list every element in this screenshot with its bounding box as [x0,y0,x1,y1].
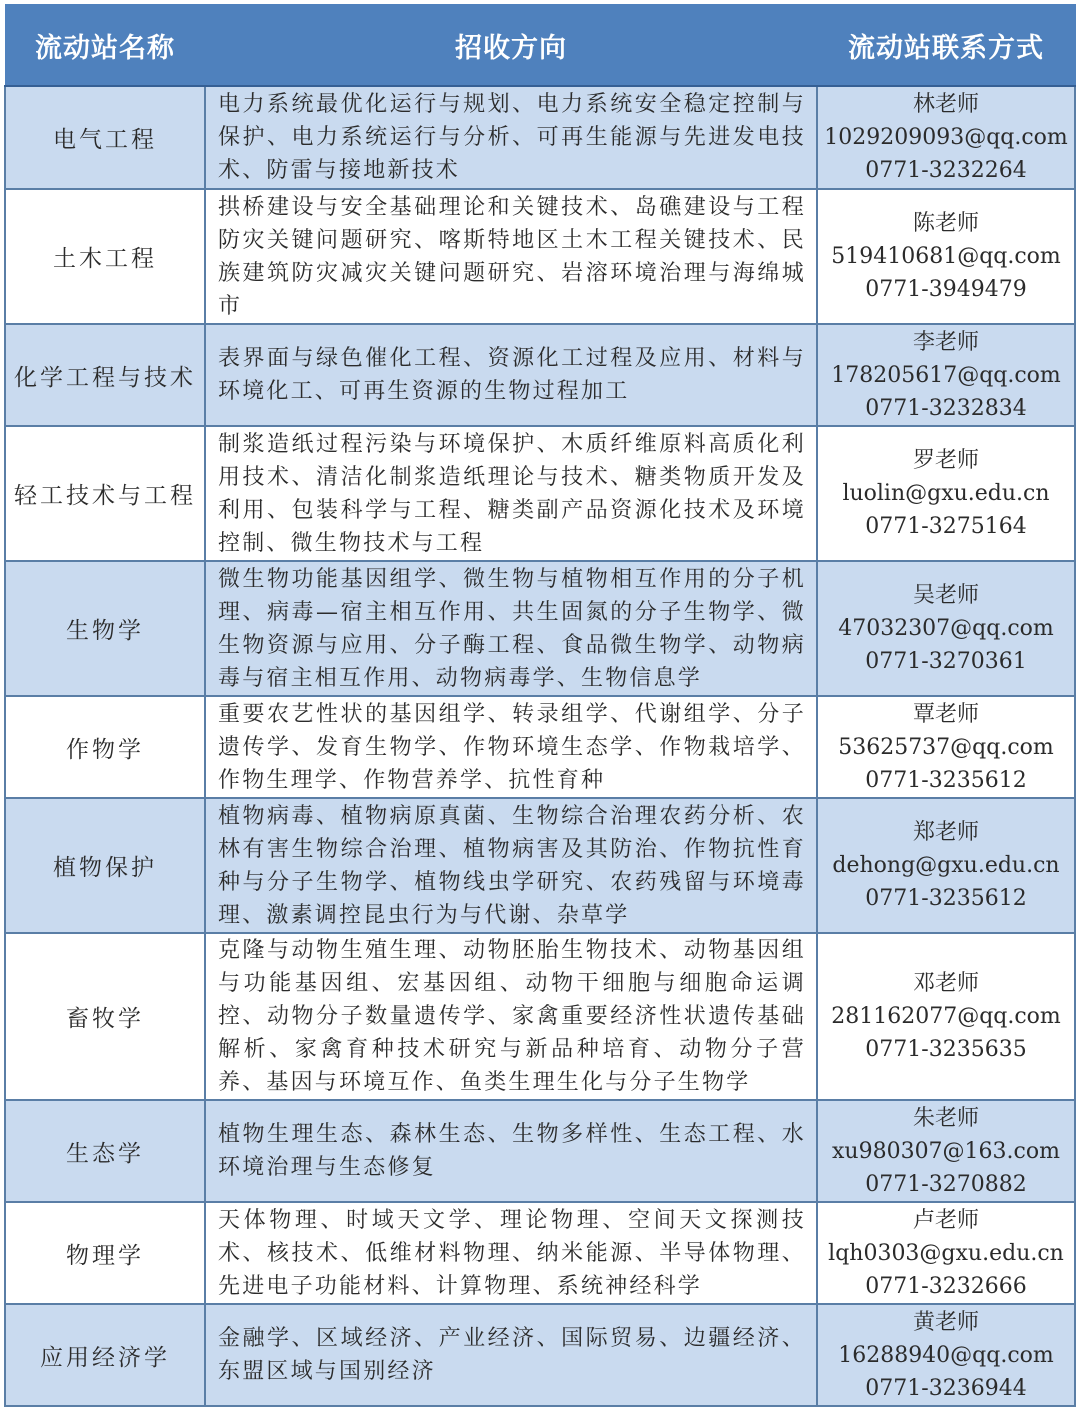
station-name: 物理学 [5,1202,205,1304]
header-station-name: 流动站名称 [5,5,205,87]
contact-phone: 0771-3232666 [865,1273,1027,1299]
table-row [5,933,1075,1100]
contact-cell [817,426,1075,561]
contact-cell [817,1202,1075,1304]
table-row [5,86,1075,189]
contact-email[interactable]: 1029209093@qq.com [824,125,1068,150]
contact-teacher: 邓老师 [912,971,979,996]
contact-teacher: 林老师 [912,92,979,117]
recruit-direction: 微生物功能基因组学、微生物与植物相互作用的分子机理、病毒—宿主相互作用、共生固氮的分子生物学、微生物资源与应用、分子酶工程、食品微生物学、动物病毒与宿主相互作用、动物病毒学、生物信息学 [205,561,817,696]
recruit-direction: 电力系统最优化运行与规划、电力系统安全稳定控制与保护、电力系统运行与分析、可再生能源与先进发电技术、防雷与接地新技术 [205,86,817,189]
contact-cell [817,1100,1075,1202]
contact-phone: 0771-3235612 [865,767,1027,793]
contact-phone: 0771-3236944 [865,1375,1027,1401]
station-name: 生态学 [5,1100,205,1202]
recruit-direction: 植物病毒、植物病原真菌、生物综合治理农药分析、农林有害生物综合治理、植物病害及其防治、作物抗性育种与分子生物学、植物线虫学研究、农药残留与环境毒理、激素调控昆虫行为与代谢、杂草学 [205,798,817,933]
contact-phone: 0771-3949479 [865,277,1027,302]
contact-cell [817,324,1075,426]
contact-cell [817,696,1075,798]
contact-phone: 0771-3275164 [865,514,1027,539]
contact-teacher: 李老师 [912,329,979,355]
station-name: 土木工程 [5,189,205,324]
station-table-container [4,4,1076,1407]
station-name: 畜牧学 [5,933,205,1100]
contact-cell [817,933,1075,1100]
contact-phone: 0771-3235635 [865,1037,1027,1062]
station-name: 化学工程与技术 [5,324,205,426]
contact-email[interactable]: lqh0303@gxu.edu.cn [828,1240,1064,1266]
table-row [5,798,1075,933]
recruit-direction: 重要农艺性状的基因组学、转录组学、代谢组学、分子遗传学、发育生物学、作物环境生态学、作物栽培学、作物生理学、作物营养学、抗性育种 [205,696,817,798]
contact-email[interactable]: 53625737@qq.com [838,734,1054,760]
header-contact: 流动站联系方式 [817,5,1075,87]
recruit-direction: 植物生理生态、森林生态、生物多样性、生态工程、水环境治理与生态修复 [205,1100,817,1202]
station-name: 电气工程 [5,86,205,189]
table-row [5,696,1075,798]
recruit-direction: 克隆与动物生殖生理、动物胚胎生物技术、动物基因组与功能基因组、宏基因组、动物干细胞与细胞命运调控、动物分子数量遗传学、家禽重要经济性状遗传基础解析、家禽育种技术研究与新品种培育、动物分子营养、基因与环境互作、鱼类生理生化与分子生物学 [205,933,817,1100]
contact-cell [817,189,1075,324]
table-row [5,324,1075,426]
contact-email[interactable]: 16288940@qq.com [838,1342,1054,1368]
contact-teacher: 郑老师 [912,820,979,845]
header-direction: 招收方向 [205,5,817,87]
contact-cell [817,798,1075,933]
table-row [5,426,1075,561]
contact-teacher: 黄老师 [912,1309,979,1335]
contact-phone: 0771-3235612 [865,886,1027,911]
station-name: 应用经济学 [5,1304,205,1406]
table-row [5,1304,1075,1406]
table-row [5,561,1075,696]
station-name: 生物学 [5,561,205,696]
station-name: 轻工技术与工程 [5,426,205,561]
contact-teacher: 陈老师 [912,211,979,236]
contact-cell [817,86,1075,189]
contact-phone: 0771-3232264 [865,158,1027,183]
header-row [5,5,1075,87]
contact-email[interactable]: 281162077@qq.com [831,1004,1061,1029]
contact-email[interactable]: dehong@gxu.edu.cn [832,853,1060,878]
contact-teacher: 罗老师 [912,448,979,473]
contact-cell [817,1304,1075,1406]
contact-cell [817,561,1075,696]
contact-teacher: 朱老师 [912,1105,979,1131]
contact-email[interactable]: luolin@gxu.edu.cn [842,481,1050,506]
recruit-direction: 制浆造纸过程污染与环境保护、木质纤维原料高质化利用技术、清洁化制浆造纸理论与技术、糖类物质开发及利用、包装科学与工程、糖类副产品资源化技术及环境控制、微生物技术与工程 [205,426,817,561]
contact-email[interactable]: xu980307@163.com [832,1138,1060,1164]
station-name: 植物保护 [5,798,205,933]
contact-email[interactable]: 178205617@qq.com [831,362,1061,388]
contact-phone: 0771-3270361 [865,649,1027,674]
table-row [5,1202,1075,1304]
contact-phone: 0771-3232834 [865,395,1027,421]
recruit-direction: 表界面与绿色催化工程、资源化工过程及应用、材料与环境化工、可再生资源的生物过程加工 [205,324,817,426]
contact-teacher: 卢老师 [912,1207,979,1233]
recruit-direction: 天体物理、时域天文学、理论物理、空间天文探测技术、核技术、低维材料物理、纳米能源、半导体物理、先进电子功能材料、计算物理、系统神经科学 [205,1202,817,1304]
contact-teacher: 覃老师 [912,701,979,727]
contact-email[interactable]: 519410681@qq.com [831,244,1061,269]
contact-teacher: 吴老师 [912,583,979,608]
station-name: 作物学 [5,696,205,798]
contact-phone: 0771-3270882 [865,1171,1027,1197]
contact-email[interactable]: 47032307@qq.com [838,616,1054,641]
table-row [5,189,1075,324]
recruit-direction: 金融学、区域经济、产业经济、国际贸易、边疆经济、东盟区域与国别经济 [205,1304,817,1406]
recruit-direction: 拱桥建设与安全基础理论和关键技术、岛礁建设与工程防灾关键问题研究、喀斯特地区土木工程关键技术、民族建筑防灾减灾关键问题研究、岩溶环境治理与海绵城市 [205,189,817,324]
table-row [5,1100,1075,1202]
postdoc-station-table [4,4,1076,1407]
